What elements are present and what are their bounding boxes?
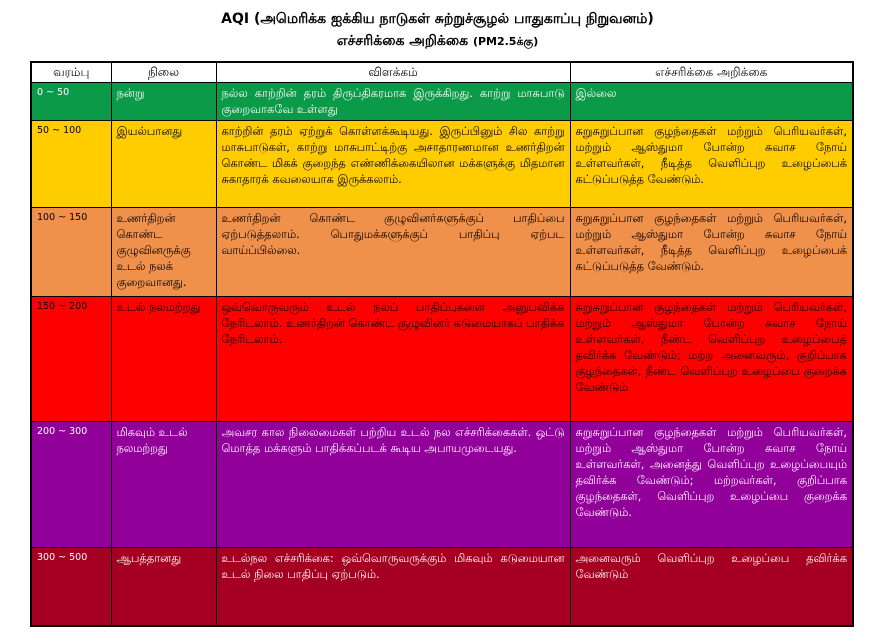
advisory-cell: சுறுசுறுப்பான குழந்தைகள் மற்றும் பெரியவர்கள், மற்றும் ஆஸ்துமா போன்ற சுவாச நோய் உள்ளவர்கள், அனைத்து வெளிப்புற உழைப்பையும் தவிர்க்க வேண்டும்; மற்றவர்கள், குறிப்பாக குழந்தைகள், வெளிப்புற உழைப்பை குறைக்க வேண்டும். bbox=[570, 422, 853, 547]
table-header-row bbox=[31, 62, 853, 83]
description-cell: நல்ல காற்றின் தரம் திருப்திகரமாக இருக்கிறது. காற்று மாசுபாடு குறைவாகவே உள்ளது bbox=[216, 83, 570, 121]
table-row-moderate bbox=[31, 121, 853, 208]
level-cell: இயல்பானது bbox=[111, 121, 216, 208]
header-range: வரம்பு bbox=[31, 62, 111, 83]
description-cell: உணர்திறன் கொண்ட குழுவினர்களுக்குப் பாதிப்பை ஏற்படுத்தலாம். பொதுமக்களுக்குப் பாதிப்பு ஏற்பட வாய்ப்பில்லை. bbox=[216, 208, 570, 297]
range-cell: 200 ~ 300 bbox=[31, 422, 111, 547]
level-cell: உணர்திறன் கொண்ட குழுவினருக்கு உடல் நலக் குறைவானது. bbox=[111, 208, 216, 297]
table-row-hazardous bbox=[31, 547, 853, 626]
subtitle-main: எச்சரிக்கை அறிக்கை bbox=[336, 33, 469, 49]
table-row-very-unhealthy bbox=[31, 422, 853, 547]
range-cell: 300 ~ 500 bbox=[31, 547, 111, 626]
subtitle-suffix: (PM2.5க்கு) bbox=[472, 35, 539, 48]
range-cell: 0 ~ 50 bbox=[31, 83, 111, 121]
advisory-cell: சுறுசுறுப்பான குழந்தைகள் மற்றும் பெரியவர்கள், மற்றும் ஆஸ்துமா போன்ற சுவாச நோய் உள்ளவர்கள், நீண்ட வெளிப்புற உழைப்பைத் தவிர்க்க வேண்டும்; மற்ற அனைவரும், குறிப்பாக குழந்தைகள், நீண்ட வெளிப்புற உழைப்பை குறைக்க வேண்டும் bbox=[570, 297, 853, 422]
range-cell: 100 ~ 150 bbox=[31, 208, 111, 297]
description-cell: உடல்நல எச்சரிக்கை: ஒவ்வொருவருக்கும் மிகவும் கடுமையான உடல் நிலை பாதிப்பு ஏற்படும். bbox=[216, 547, 570, 626]
range-cell: 150 ~ 200 bbox=[31, 297, 111, 422]
header-description: விளக்கம் bbox=[216, 62, 570, 83]
header-level: நிலை bbox=[111, 62, 216, 83]
description-cell: காற்றின் தரம் ஏற்றுக் கொள்ளக்கூடியது. இருப்பினும் சில காற்று மாசுபாடுகள், காற்று மாசுபாட்டிற்கு அசாதாரணமான உணர்திறன் கொண்ட மிகக் குறைந்த எண்ணிக்கையிலான மக்களுக்கு மிதமான சுகாதாரக் கவலையாக இருக்கலாம். bbox=[216, 121, 570, 208]
level-cell: மிகவும் உடல் நலமற்றது bbox=[111, 422, 216, 547]
advisory-cell: சுறுசுறுப்பான குழந்தைகள் மற்றும் பெரியவர்கள், மற்றும் ஆஸ்துமா போன்ற சுவாச நோய் உள்ளவர்கள், நீடித்த வெளிப்புற உழைப்பைக் கட்டுப்படுத்த வேண்டும். bbox=[570, 208, 853, 297]
advisory-cell: சுறுசுறுப்பான குழந்தைகள் மற்றும் பெரியவர்கள், மற்றும் ஆஸ்துமா போன்ற சுவாச நோய் உள்ளவர்கள், நீடித்த வெளிப்புற உழைப்பைக் கட்டுப்படுத்த வேண்டும். bbox=[570, 121, 853, 208]
range-cell: 50 ~ 100 bbox=[31, 121, 111, 208]
header-advisory: எச்சரிக்கை அறிக்கை bbox=[570, 62, 853, 83]
level-cell: நன்று bbox=[111, 83, 216, 121]
advisory-cell: அனைவரும் வெளிப்புற உழைப்பை தவிர்க்க வேண்டும் bbox=[570, 547, 853, 626]
table-row-sensitive bbox=[31, 208, 853, 297]
level-cell: ஆபத்தானது bbox=[111, 547, 216, 626]
table-row-good bbox=[31, 83, 853, 121]
table-row-unhealthy bbox=[31, 297, 853, 422]
page-subtitle bbox=[0, 32, 875, 51]
level-cell: உடல் நலமற்றது bbox=[111, 297, 216, 422]
description-cell: அவசர கால நிலைமைகள் பற்றிய உடல் நல எச்சரிக்கைகள். ஒட்டு மொத்த மக்களும் பாதிக்கப்படக் கூடிய அபாயமுடையது. bbox=[216, 422, 570, 547]
aqi-table bbox=[30, 61, 854, 627]
page-title: AQI (அமெரிக்க ஐக்கிய நாடுகள் சுற்றுச்சூழல் பாதுகாப்பு நிறுவனம்) bbox=[221, 11, 654, 27]
advisory-cell: இல்லை bbox=[570, 83, 853, 121]
description-cell: ஒவ்வொருவரும் உடல் நலப் பாதிப்புகளை அனுபவிக்க நேரிடலாம். உணர்திறன் கொண்ட குழுவினர் கடுமையாகப் பாதிக்க நேரிடலாம். bbox=[216, 297, 570, 422]
